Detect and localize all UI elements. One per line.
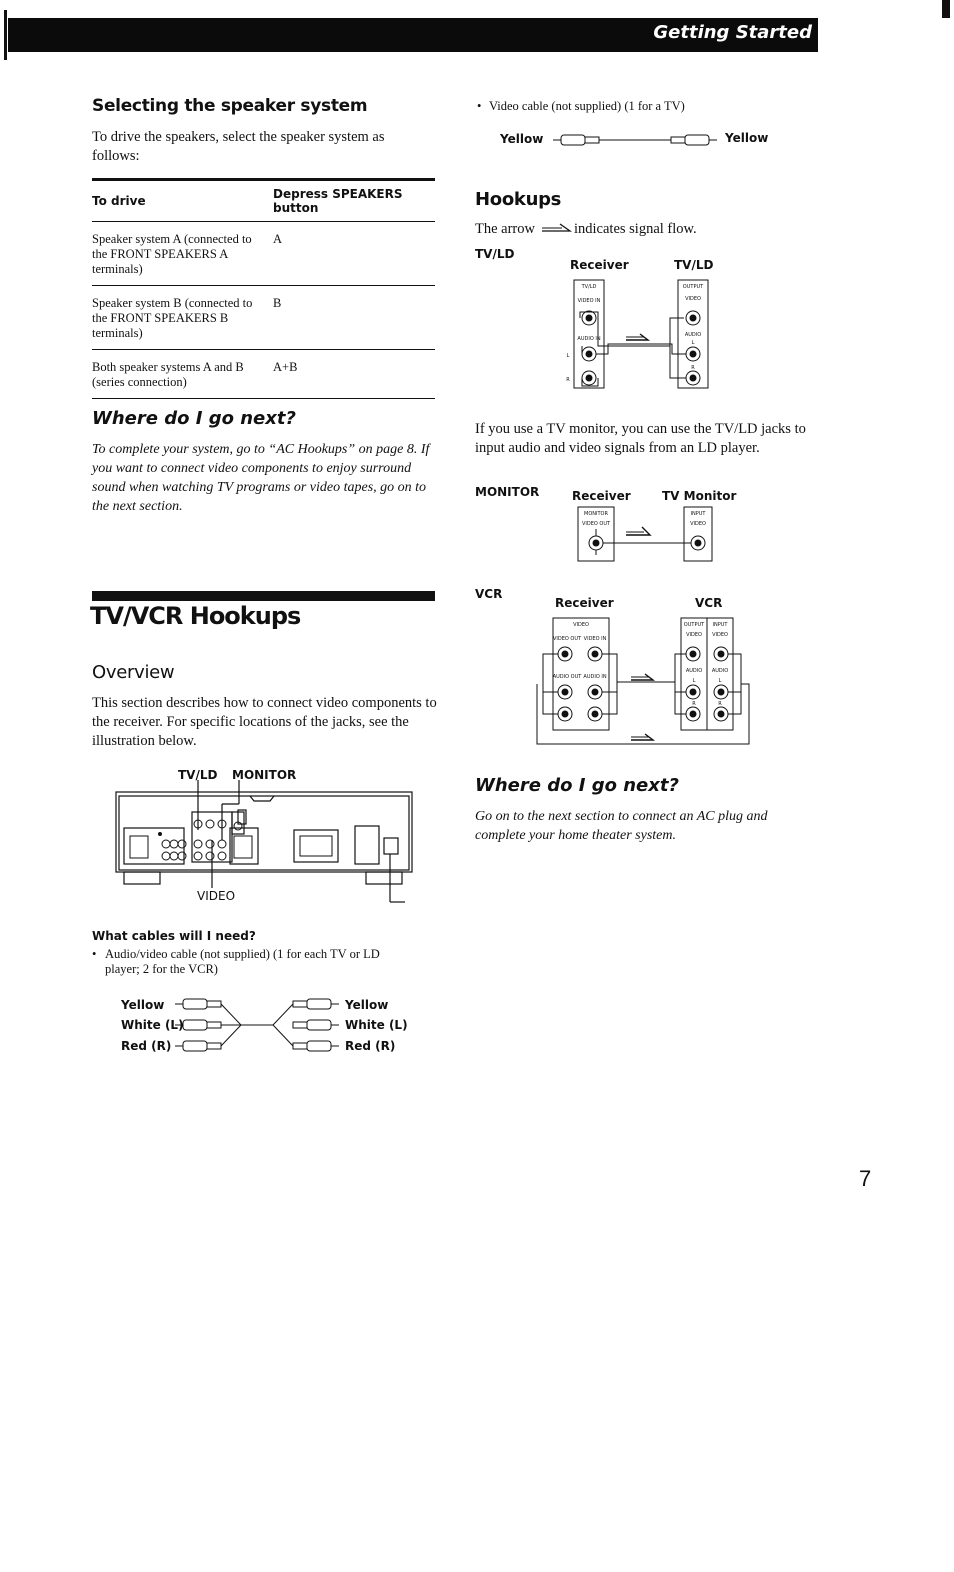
next-text-right: Go on to the next section to connect an AC plug and complete your home theater system. [475,809,768,843]
cable-label-right-yellow: Yellow [345,998,389,1012]
tvld-diagram [560,278,720,392]
monitor-receiver-label: Receiver [572,489,631,503]
video-cable-illustration [553,130,723,150]
cable-label-right-white: White (L) [345,1018,408,1032]
table-cell: Both speaker systems A and B (series connection) [92,350,273,399]
arrow-text-post: indicates signal flow. [574,221,697,237]
jack-label-r: R [566,377,570,383]
jack-label-audio: AUDIO [684,332,702,338]
jack-label-video: VIDEO [690,521,706,527]
jack-label-l-vcr-out: L [692,678,696,684]
panel-label-tvld: TV/LD [178,768,218,782]
overview-heading: Overview [92,662,175,683]
table-row [92,350,435,399]
jack-label-r-vcr-out: R [692,701,696,707]
jack-label-audio-in: AUDIO IN [577,336,601,342]
tvvcr-heading: TV/VCR Hookups [90,602,301,630]
cable-label-right-red: Red (R) [345,1039,396,1053]
next-text-left: To complete your system, go to “AC Hookups” on page 8. If you want to connect video components to enjoy surround sound when watching TV programs or video tapes, go on to the next section. [92,442,430,514]
jack-label-l: L [566,353,570,359]
jack-label-audio-in-vcr: AUDIO [711,668,729,674]
jack-label-audio-in: AUDIO IN [583,674,607,680]
cables-heading: What cables will I need? [92,929,256,943]
page-number: 7 [859,1166,872,1191]
table-cell: A+B [273,350,435,399]
jack-label-input: INPUT [690,511,706,517]
jack-label-video-in: VIDEO IN [583,636,607,642]
cable-bullet: • [92,947,97,961]
jack-label-tvld: TV/LD [581,284,597,290]
tvld-label: TV/LD [475,247,515,261]
jack-label-video-out: VIDEO OUT [581,521,611,527]
jack-label-video-in: VIDEO IN [577,298,601,304]
vcr-receiver-label: Receiver [555,596,614,610]
tvld-device-label: TV/LD [674,258,714,272]
table-header-speakers-button: Depress SPEAKERS button [273,180,435,222]
cable-label-left-white: White (L) [121,1018,184,1032]
jack-label-output: OUTPUT [683,622,705,628]
arrow-text-pre: The arrow [475,221,535,237]
panel-label-video: VIDEO [197,889,236,903]
video-cable-bullet: • [477,99,482,113]
monitor-diagram [574,505,719,565]
cable-item: Audio/video cable (not supplied) (1 for each TV or LD player; 2 for the VCR) [105,947,380,976]
jack-label-audio-out: AUDIO OUT [552,674,582,680]
vcr-label: VCR [475,587,503,601]
next-heading-right: Where do I go next? [475,775,679,796]
cable-label-left-yellow: Yellow [121,998,165,1012]
hookups-heading: Hookups [475,189,562,210]
jack-label-audio-out-vcr: AUDIO [685,668,703,674]
jack-label-video: VIDEO [573,622,589,628]
video-cable-item: Video cable (not supplied) (1 for a TV) [489,99,685,113]
av-cable-illustration [175,994,343,1056]
jack-label-output: OUTPUT [682,284,704,290]
table-cell: B [273,286,435,350]
table-row [92,286,435,350]
corner-mark [942,0,950,18]
header-title: Getting Started [653,22,812,43]
video-cable-right-label: Yellow [725,131,769,145]
speaker-table [92,178,435,399]
vcr-device-label: VCR [695,596,723,610]
signal-arrow-icon [542,222,572,234]
rear-panel-illustration [110,780,420,905]
vcr-diagram [535,614,755,748]
speaker-intro: To drive the speakers, select the speaker system as follows: [92,129,385,164]
table-row [92,222,435,286]
tvld-receiver-label: Receiver [570,258,629,272]
jack-label-r-vcr-in: R [718,701,722,707]
next-heading-left: Where do I go next? [92,408,296,429]
monitor-device-label: TV Monitor [662,489,737,503]
cable-label-left-red: Red (R) [121,1039,172,1053]
overview-text: This section describes how to connect video components to the receiver. For specific locations of the jacks, see the illustration below. [92,695,437,749]
table-cell: Speaker system B (connected to the FRONT SPEAKERS B terminals) [92,286,273,350]
jack-label-video: VIDEO [685,296,701,302]
jack-label-video-out-vcr: VIDEO [686,632,702,638]
monitor-label: MONITOR [475,485,540,499]
section-rule [92,591,435,601]
table-cell: A [273,222,435,286]
jack-label-r-device: R [691,365,695,371]
jack-label-video-in-vcr: VIDEO [712,632,728,638]
table-header-to-drive: To drive [92,180,273,222]
jack-label-l-device: L [691,340,695,346]
speaker-heading: Selecting the speaker system [92,96,368,116]
panel-label-monitor: MONITOR [232,768,297,782]
jack-label-l-vcr-in: L [718,678,722,684]
jack-label-monitor: MONITOR [584,511,608,517]
table-cell: Speaker system A (connected to the FRONT SPEAKERS A terminals) [92,222,273,286]
page-edge-mark [4,10,7,60]
jack-label-video-out: VIDEO OUT [552,636,582,642]
video-cable-left-label: Yellow [500,132,544,146]
monitor-text: If you use a TV monitor, you can use the TV/LD jacks to input audio and video signals from an LD player. [475,421,806,456]
jack-label-input: INPUT [712,622,728,628]
